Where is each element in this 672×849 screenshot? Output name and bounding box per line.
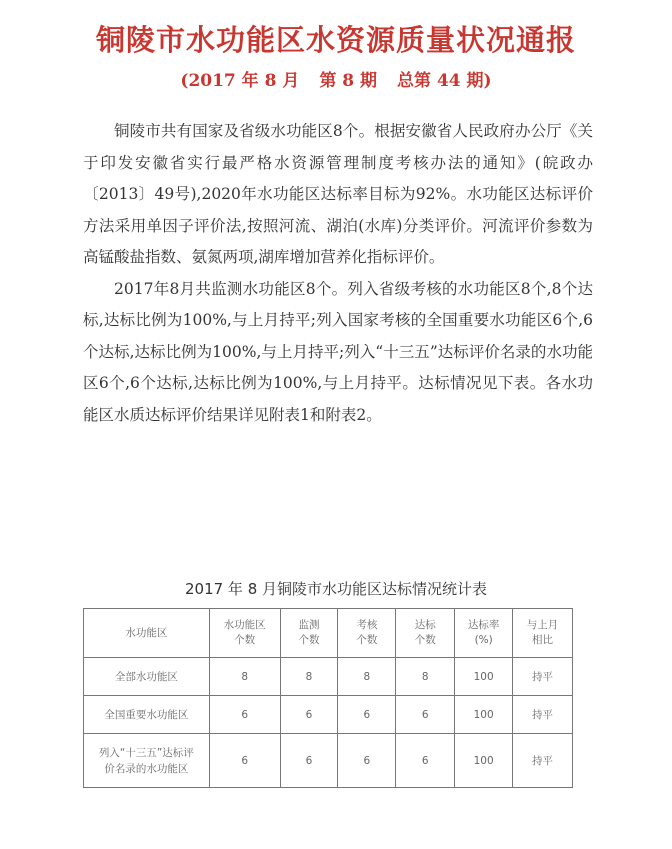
cell-compliant: 6 — [396, 734, 455, 788]
cell-rate: 100 — [455, 696, 513, 734]
table-title: 2017 年 8 月铜陵市水功能区达标情况统计表 — [184, 580, 488, 598]
report-issue: 第 8 期 — [319, 71, 378, 91]
header-rate: 达标率 (%) — [455, 609, 513, 658]
cell-monitored: 6 — [280, 696, 338, 734]
header-compliant: 达标 个数 — [396, 609, 455, 658]
cell-assessed: 6 — [338, 734, 396, 788]
paragraph: 铜陵市共有国家及省级水功能区8个。根据安徽省人民政府办公厅《关于印发安徽省实行最严格水资源管理制度考核办法的通知》(皖政办〔2013〕49号),2020年水功能区达标率目标为92%。水功能区达标评价方法采用单因子评价法,按照河流、湖泊(水库)分类评价。河流评价参数为高锰酸盐指数、氨氮两项,湖库增加营养化指标评价。 — [83, 122, 593, 266]
cell-zone-name: 全国重要水功能区 — [84, 696, 210, 734]
cell-compliant: 8 — [396, 658, 455, 696]
table-row — [84, 734, 573, 788]
compliance-table — [83, 608, 573, 788]
report-subtitle — [0, 66, 672, 91]
header-zone: 水功能区 — [84, 609, 210, 658]
header-assessed: 考核 个数 — [338, 609, 396, 658]
cell-zone-count: 8 — [209, 658, 280, 696]
cell-vs-last-month: 持平 — [513, 734, 573, 788]
report-total-issue: 总第 44 期) — [397, 71, 492, 91]
report-body — [83, 116, 593, 431]
cell-compliant: 6 — [396, 696, 455, 734]
cell-vs-last-month: 持平 — [513, 696, 573, 734]
cell-monitored: 8 — [280, 658, 338, 696]
cell-zone-count: 6 — [209, 696, 280, 734]
header-zone-count: 水功能区 个数 — [209, 609, 280, 658]
table-header-row — [84, 609, 573, 658]
cell-monitored: 6 — [280, 734, 338, 788]
cell-assessed: 6 — [338, 696, 396, 734]
cell-assessed: 8 — [338, 658, 396, 696]
cell-zone-name: 列入“十三五”达标评 价名录的水功能区 — [84, 734, 210, 788]
table-row — [84, 658, 573, 696]
cell-rate: 100 — [455, 734, 513, 788]
cell-zone-name: 全部水功能区 — [84, 658, 210, 696]
header-vs-last-month: 与上月 相比 — [513, 609, 573, 658]
report-period: (2017 年 8 月 — [180, 71, 300, 91]
cell-rate: 100 — [455, 658, 513, 696]
cell-vs-last-month: 持平 — [513, 658, 573, 696]
paragraph: 2017年8月共监测水功能区8个。列入省级考核的水功能区8个,8个达标,达标比例为100%,与上月持平;列入国家考核的全国重要水功能区6个,6个达标,达标比例为100%,与上月持平;列入“十三五”达标评价名录的水功能区6个,6个达标,达标比例为100%,与上月持平。达标情况见下表。各水功能区水质达标评价结果详见附表1和附表2。 — [83, 279, 593, 424]
report-title: 铜陵市水功能区水资源质量状况通报 — [95, 23, 576, 57]
header-monitored: 监测 个数 — [280, 609, 338, 658]
cell-zone-count: 6 — [209, 734, 280, 788]
table-row — [84, 696, 573, 734]
